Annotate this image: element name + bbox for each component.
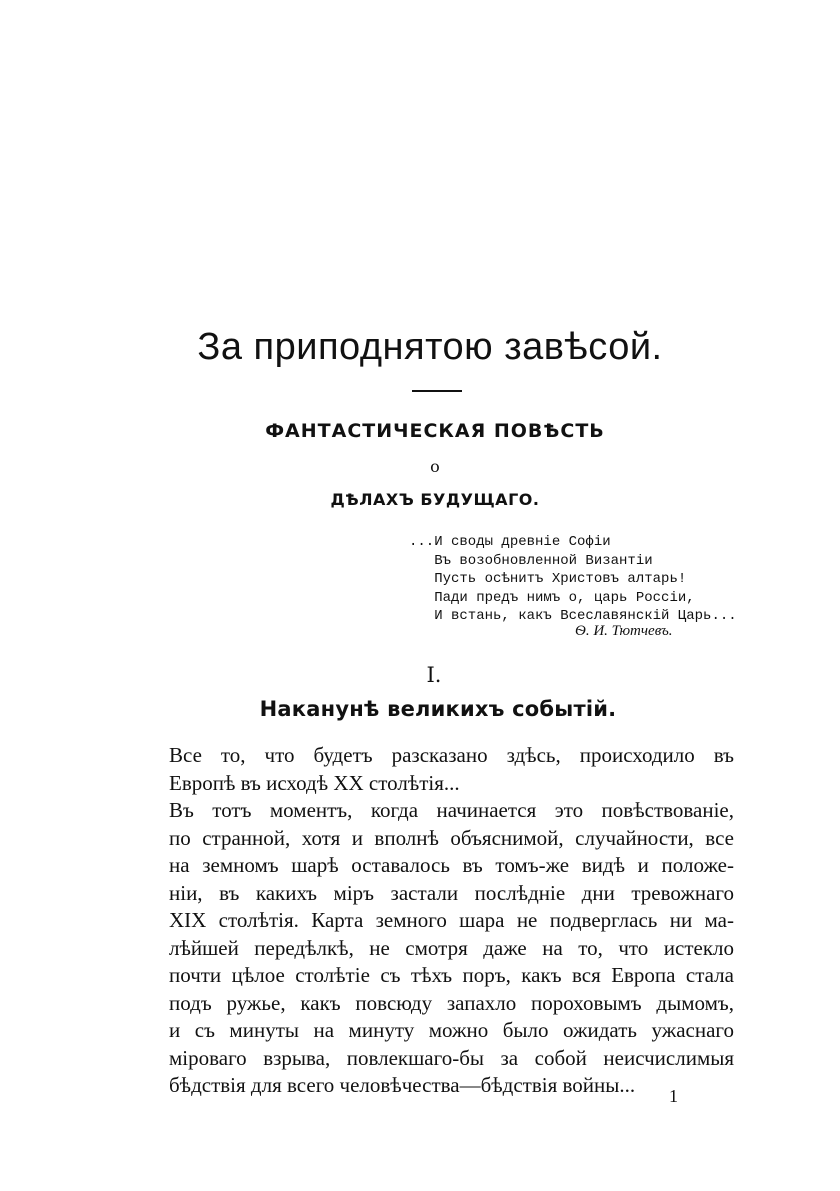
- subtitle-conjunction: о: [430, 457, 440, 476]
- epigraph-attribution: Ѳ. И. Тютчевъ.: [575, 623, 673, 639]
- body-line: по странной, хотя и вполнѣ объяснимой, случайности, все: [169, 825, 734, 850]
- subject-subtitle: ДѢЛАХЪ БУДУЩАГО.: [330, 490, 540, 509]
- body-line: Европѣ въ исходѣ XX столѣтія...: [169, 770, 460, 795]
- epigraph-line: Пусть осѣнитъ Христовъ алтарь!: [409, 571, 687, 587]
- body-line: XIX столѣтія. Карта земного шара не подверглась ни ма-: [169, 908, 734, 932]
- body-line: Все то, что будетъ разсказано здѣсь, происходило въ: [169, 743, 734, 767]
- chapter-number: I.: [426, 663, 442, 687]
- epigraph-line: Въ возобновленной Византіи: [409, 552, 653, 569]
- body-line: подъ ружье, какъ повсюду запахло пороховымъ дымомъ,: [169, 990, 734, 1015]
- body-line: бѣдствія для всего человѣчества—бѣдствія войны...: [169, 1073, 636, 1097]
- body-text: [169, 742, 734, 1100]
- epigraph-line: ...И своды древніе Софіи: [409, 534, 611, 550]
- page-title: За приподнятою завѣсой.: [197, 326, 663, 368]
- body-line: и съ минуты на минуту можно было ожидать ужаснаго: [169, 1018, 734, 1042]
- epigraph-line: И встань, какъ Всеславянскій Царь...: [409, 608, 737, 624]
- genre-subtitle: ФАНТАСТИЧЕСКАЯ ПОВѢСТЬ: [265, 420, 605, 442]
- body-line: Въ тотъ моментъ, когда начинается это повѣствованіе,: [169, 798, 734, 822]
- epigraph-line: Пади предъ нимъ о, царь Россіи,: [409, 589, 695, 606]
- chapter-title: Наканунѣ великихъ событій.: [259, 697, 617, 721]
- epigraph: [409, 533, 749, 626]
- body-line: на земномъ шарѣ оставалось въ томъ-же видѣ и положе-: [169, 853, 734, 877]
- title-divider: [412, 390, 462, 392]
- body-line: лѣйшей передѣлкѣ, не смотря даже на то, что истекло: [169, 935, 734, 960]
- body-line: ніи, въ какихъ міръ застали послѣдніе дни тревожнаго: [169, 880, 734, 905]
- body-line: почти цѣлое столѣтіе съ тѣхъ поръ, какъ вся Европа стала: [169, 963, 734, 987]
- page-number: 1: [669, 1086, 678, 1106]
- body-line: міроваго взрыва, повлекшаго-бы за собой неисчислимыя: [169, 1045, 734, 1070]
